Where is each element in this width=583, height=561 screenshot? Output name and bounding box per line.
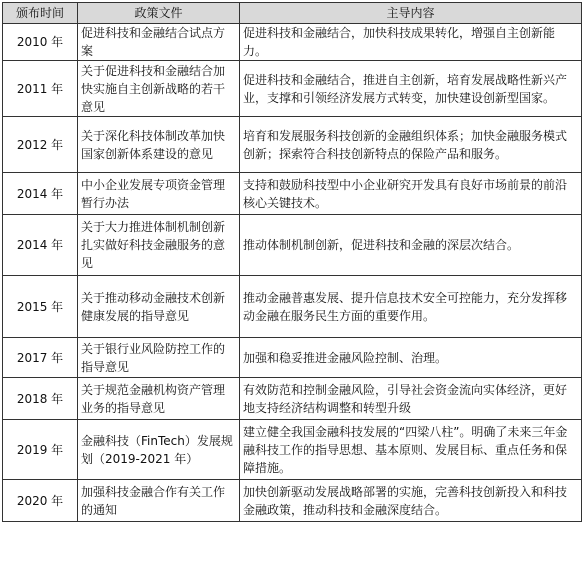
cell-policy: 关于深化科技体制改革加快国家创新体系建设的意见 [78, 117, 240, 173]
header-policy: 政策文件 [78, 3, 240, 24]
cell-year: 2017 年 [3, 338, 78, 378]
table-row [3, 173, 582, 215]
cell-policy: 中小企业发展专项资金管理暂行办法 [78, 173, 240, 215]
cell-content: 建立健全我国金融科技发展的“四梁八柱”。明确了未来三年金融科技工作的指导思想、基本原则、发展目标、重点任务和保障措施。 [240, 420, 582, 480]
table-row [3, 215, 582, 276]
cell-policy: 金融科技（FinTech）发展规划（2019-2021 年） [78, 420, 240, 480]
cell-content: 推动金融普惠发展、提升信息技术安全可控能力，充分发挥移动金融在服务民生方面的重要作用。 [240, 276, 582, 338]
table-row [3, 276, 582, 338]
cell-year: 2012 年 [3, 117, 78, 173]
cell-year: 2015 年 [3, 276, 78, 338]
cell-policy: 关于银行业风险防控工作的指导意见 [78, 338, 240, 378]
header-year: 颁布时间 [3, 3, 78, 24]
table-header-row [3, 3, 582, 24]
cell-policy: 关于大力推进体制机制创新 扎实做好科技金融服务的意见 [78, 215, 240, 276]
cell-content: 加强和稳妥推进金融风险控制、治理。 [240, 338, 582, 378]
cell-content: 有效防范和控制金融风险，引导社会资金流向实体经济，更好地支持经济结构调整和转型升级 [240, 378, 582, 420]
table-row [3, 480, 582, 522]
cell-policy: 促进科技和金融结合试点方案 [78, 24, 240, 61]
cell-content: 促进科技和金融结合，推进自主创新，培育发展战略性新兴产业，支撑和引领经济发展方式转变，加快建设创新型国家。 [240, 61, 582, 117]
cell-year: 2014 年 [3, 173, 78, 215]
table-row [3, 24, 582, 61]
cell-content: 加快创新驱动发展战略部署的实施，完善科技创新投入和科技金融政策，推动科技和金融深度结合。 [240, 480, 582, 522]
cell-content: 推动体制机制创新，促进科技和金融的深层次结合。 [240, 215, 582, 276]
header-content: 主导内容 [240, 3, 582, 24]
table-row [3, 338, 582, 378]
cell-content: 培育和发展服务科技创新的金融组织体系；加快金融服务模式创新；探索符合科技创新特点的保险产品和服务。 [240, 117, 582, 173]
policy-table-container [2, 2, 581, 522]
cell-year: 2018 年 [3, 378, 78, 420]
cell-policy: 加强科技金融合作有关工作的通知 [78, 480, 240, 522]
cell-year: 2020 年 [3, 480, 78, 522]
cell-policy: 关于促进科技和金融结合加快实施自主创新战略的若干意见 [78, 61, 240, 117]
table-row [3, 117, 582, 173]
cell-policy: 关于推动移动金融技术创新健康发展的指导意见 [78, 276, 240, 338]
cell-year: 2019 年 [3, 420, 78, 480]
cell-year: 2010 年 [3, 24, 78, 61]
cell-content: 促进科技和金融结合，加快科技成果转化，增强自主创新能力。 [240, 24, 582, 61]
cell-year: 2011 年 [3, 61, 78, 117]
table-row [3, 420, 582, 480]
table-row [3, 378, 582, 420]
policy-table [2, 2, 582, 522]
table-row [3, 61, 582, 117]
cell-year: 2014 年 [3, 215, 78, 276]
cell-content: 支持和鼓励科技型中小企业研究开发具有良好市场前景的前沿核心关键技术。 [240, 173, 582, 215]
cell-policy: 关于规范金融机构资产管理业务的指导意见 [78, 378, 240, 420]
